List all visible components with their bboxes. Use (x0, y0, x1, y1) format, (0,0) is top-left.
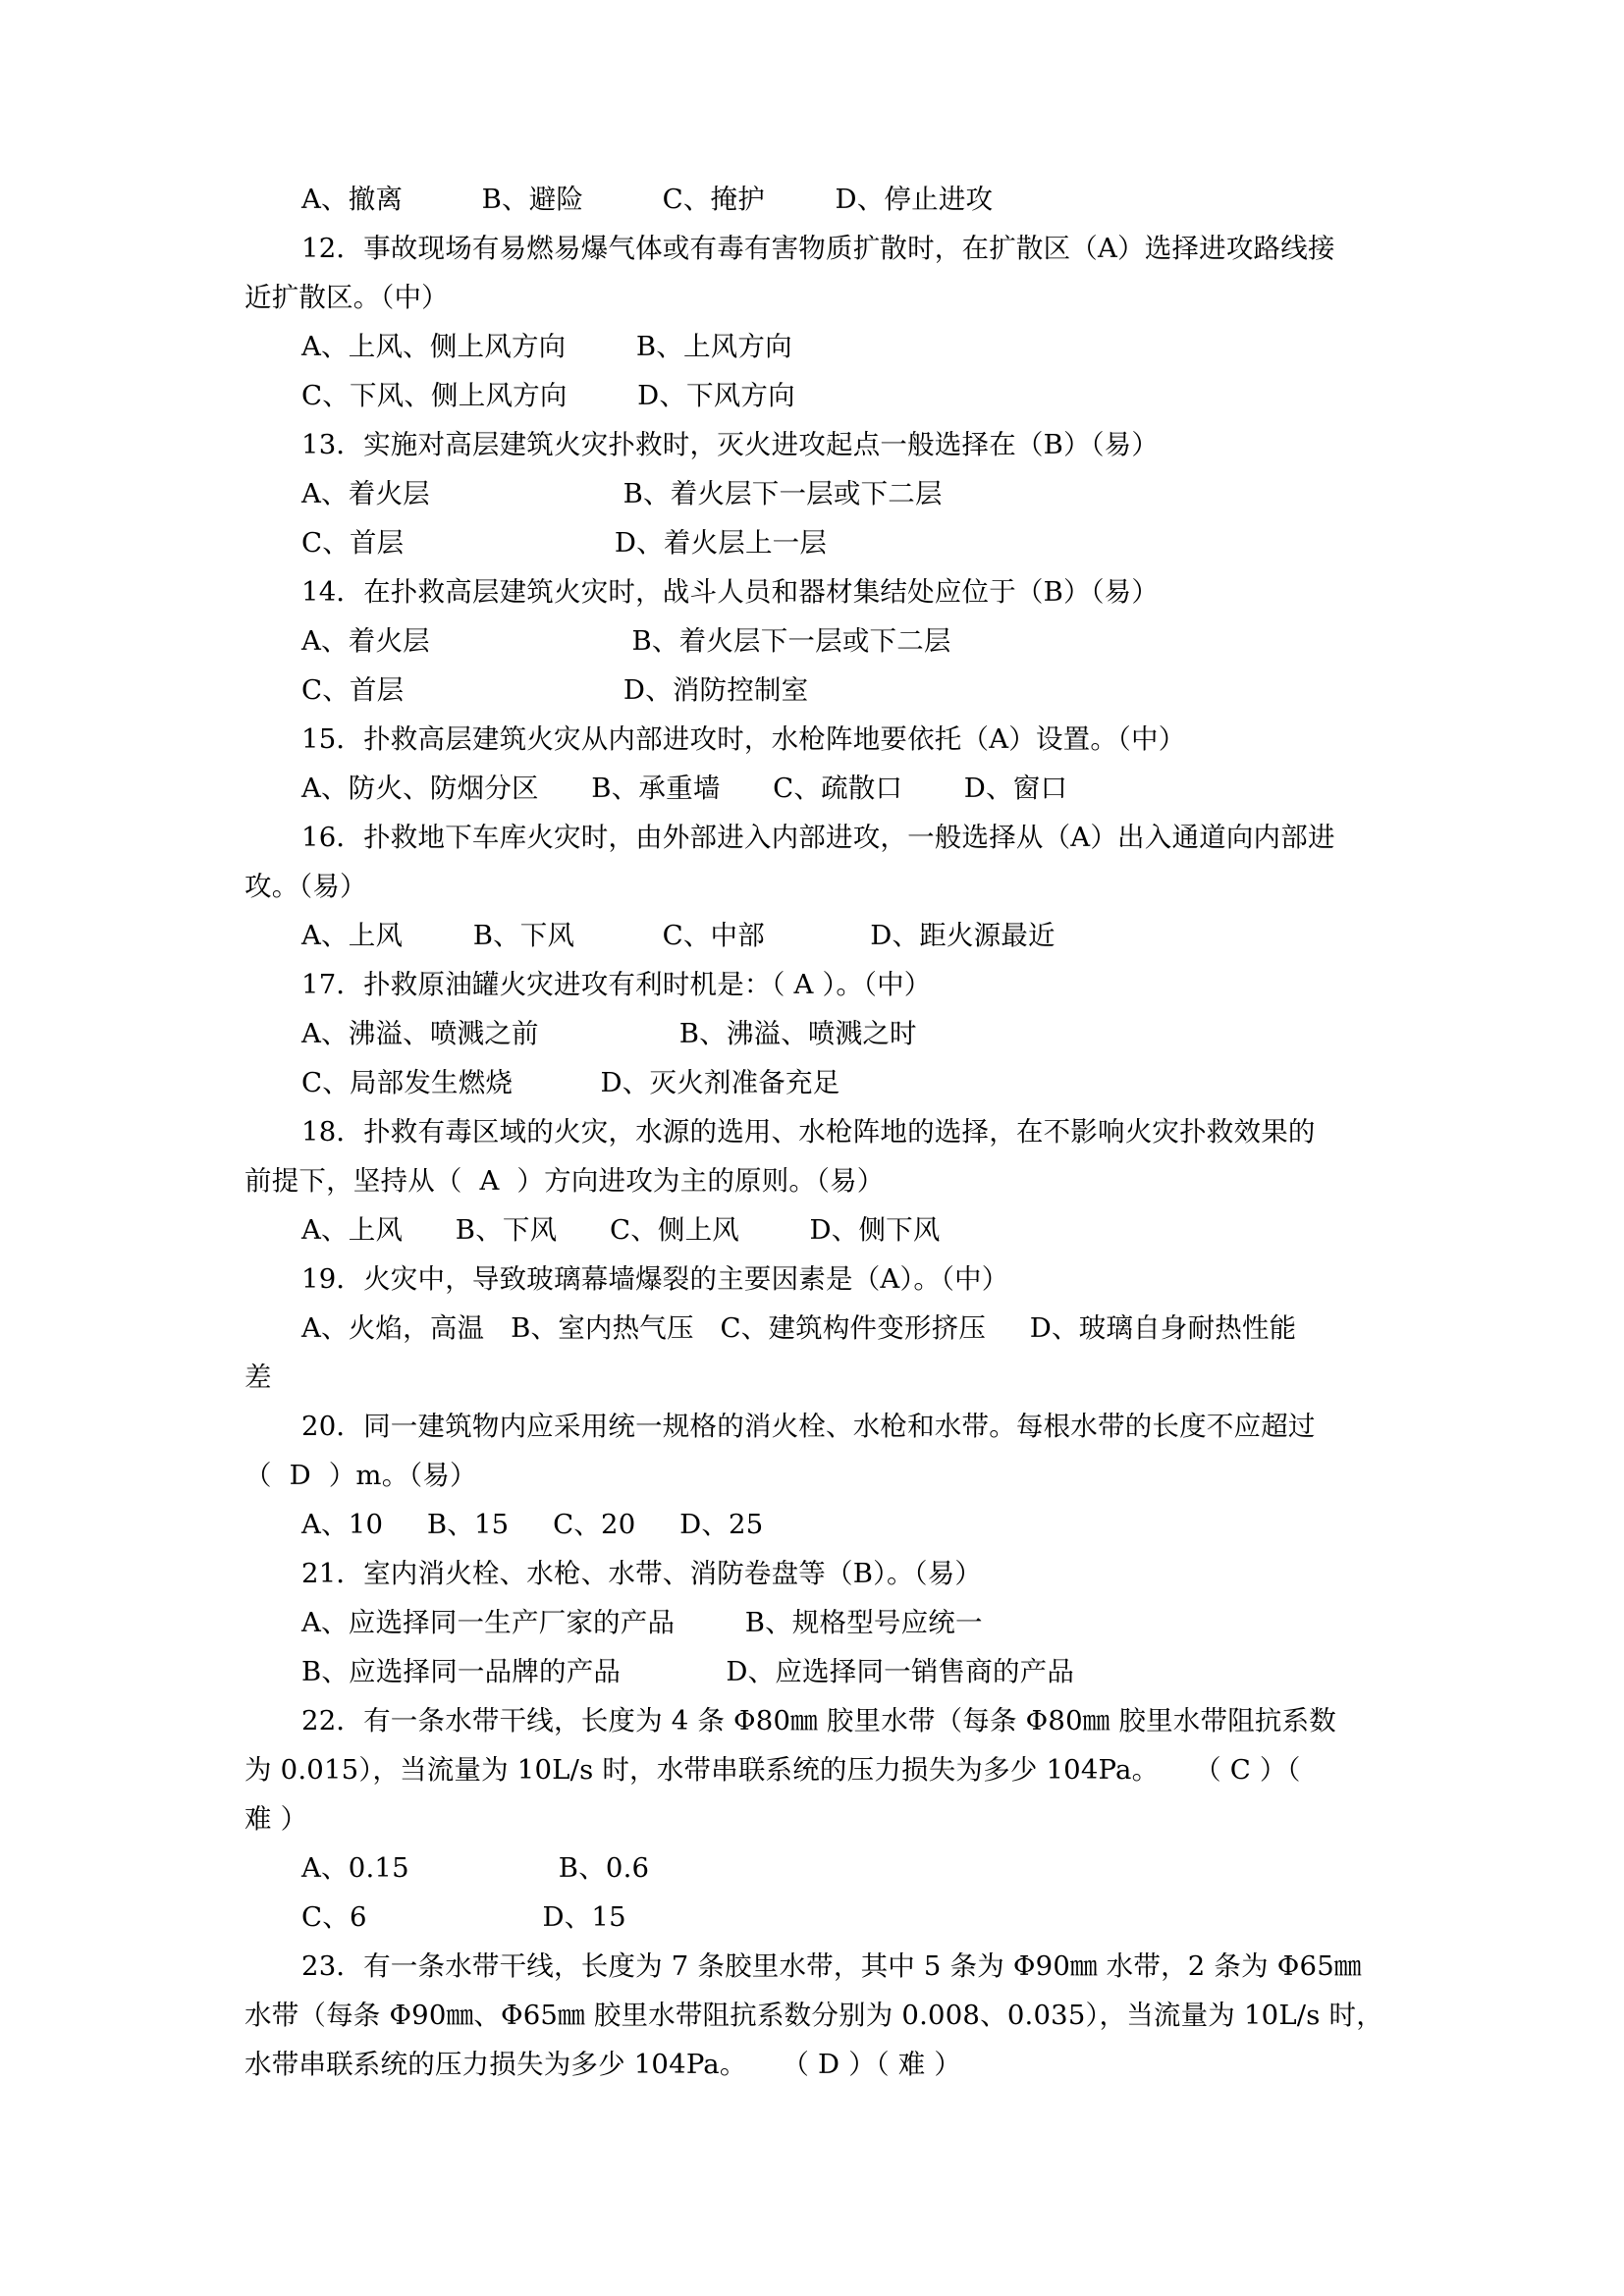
option-line: C、下风、侧上风方向 D、下风方向 (301, 380, 795, 411)
question-line: 攻。（易） (244, 871, 367, 902)
question-line: 20．同一建筑物内应采用统一规格的消火栓、水枪和水带。每根水带的长度不应超过 (301, 1411, 1316, 1442)
question-line: 前提下，坚持从（ A ）方向进攻为主的原则。（易） (244, 1165, 885, 1197)
question-line: 12．事故现场有易燃易爆气体或有毒有害物质扩散时，在扩散区（A）选择进攻路线接 (301, 233, 1335, 264)
question-line: 近扩散区。（中） (244, 282, 449, 313)
option-line: A、上风、侧上风方向 B、上风方向 (301, 331, 792, 362)
question-line: 18．扑救有毒区域的火灾，水源的选用、水枪阵地的选择，在不影响火灾扑救效果的 (301, 1116, 1316, 1148)
option-line: A、上风 B、下风 C、中部 D、距火源最近 (301, 920, 1056, 951)
question-line: （ D ）m。（易） (244, 1460, 477, 1491)
question-line: 14．在扑救高层建筑火灾时，战斗人员和器材集结处应位于（B）（易） (301, 576, 1160, 608)
question-line: 23．有一条水带干线，长度为 7 条胶里水带，其中 5 条为 Φ90㎜ 水带，2 条为 Φ65㎜ (301, 1950, 1362, 1982)
question-line: 为 0.015），当流量为 10L/s 时，水带串联系统的压力损失为多少 104Pa。 （ C ）（ (244, 1754, 1301, 1786)
option-line: A、撤离 B、避险 C、掩护 D、停止进攻 (301, 184, 994, 215)
option-line: A、沸溢、喷溅之前 B、沸溢、喷溅之时 (301, 1018, 917, 1049)
question-line: 水带串联系统的压力损失为多少 104Pa。 （ D ）（ 难 ） (244, 2049, 962, 2080)
question-line: 13．实施对高层建筑火灾扑救时，灭火进攻起点一般选择在（B）（易） (301, 429, 1160, 460)
question-line: 难 ） (244, 1803, 308, 1835)
question-line: 15．扑救高层建筑火灾从内部进攻时，水枪阵地要依托（A）设置。（中） (301, 723, 1186, 755)
option-line: A、着火层 B、着火层下一层或下二层 (301, 478, 943, 509)
question-line: 22．有一条水带干线，长度为 4 条 Φ80㎜ 胶里水带（每条 Φ80㎜ 胶里水带阻抗系数 (301, 1705, 1337, 1736)
option-line: A、上风 B、下风 C、侧上风 D、侧下风 (301, 1214, 941, 1246)
option-line: C、6 D、15 (301, 1901, 626, 1933)
option-line: 差 (244, 1362, 272, 1393)
option-line: A、应选择同一生产厂家的产品 B、规格型号应统一 (301, 1607, 983, 1638)
option-line: A、着火层 B、着火层下一层或下二层 (301, 625, 951, 657)
option-line: A、0.15 B、0.6 (301, 1852, 650, 1884)
option-line: C、局部发生燃烧 D、灭火剂准备充足 (301, 1067, 840, 1098)
question-line: 17．扑救原油罐火灾进攻有利时机是：（ A ）。（中） (301, 969, 932, 1000)
question-line: 19．火灾中，导致玻璃幕墙爆裂的主要因素是（A）。（中） (301, 1263, 1009, 1295)
question-line: 水带（每条 Φ90㎜、Φ65㎜ 胶里水带阻抗系数分别为 0.008、0.035），当流量为 10L/s 时， (244, 2000, 1383, 2031)
option-line: A、防火、防烟分区 B、承重墙 C、疏散口 D、窗口 (301, 773, 1068, 804)
option-line: A、10 B、15 C、20 D、25 (301, 1509, 764, 1540)
option-line: C、首层 D、着火层上一层 (301, 527, 828, 559)
option-line: A、火焰，高温 B、室内热气压 C、建筑构件变形挤压 D、玻璃自身耐热性能 (301, 1312, 1297, 1344)
question-line: 21．室内消火栓、水枪、水带、消防卷盘等（B）。（易） (301, 1558, 983, 1589)
document-text-body (244, 175, 1383, 2089)
question-line: 16．扑救地下车库火灾时，由外部进入内部进攻，一般选择从（A）出入通道向内部进 (301, 822, 1335, 853)
option-line: B、应选择同一品牌的产品 D、应选择同一销售商的产品 (301, 1656, 1075, 1687)
option-line: C、首层 D、消防控制室 (301, 674, 809, 706)
